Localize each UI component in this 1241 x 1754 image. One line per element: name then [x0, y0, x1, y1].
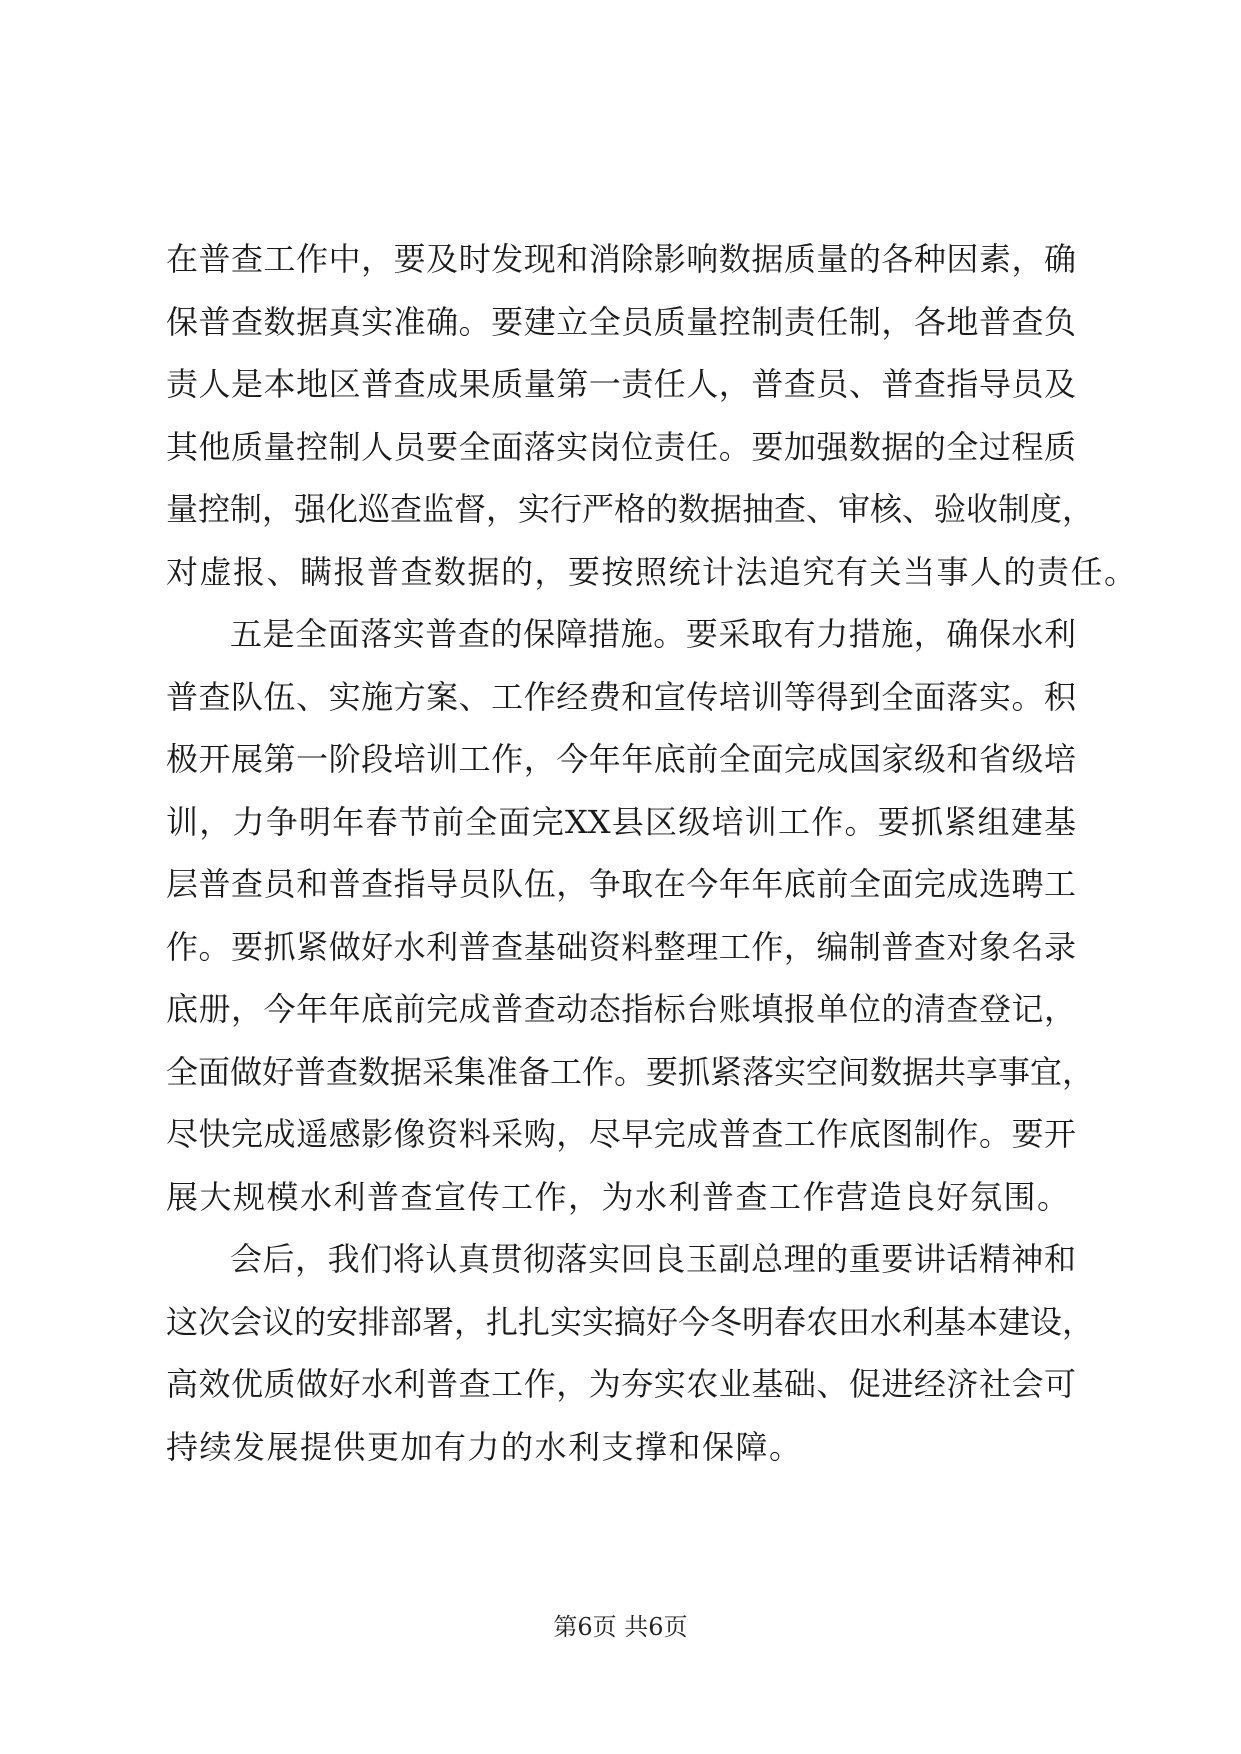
text-line: 高效优质做好水利普查工作，为夯实农业基础、促进经济社会可	[166, 1365, 1076, 1403]
text-line: 底册，今年年底前完成普查动态指标台账填报单位的清查登记，	[166, 990, 1076, 1028]
text-line: 对虚报、瞒报普查数据的，要按照统计法追究有关当事人的责任。	[166, 552, 1138, 591]
text-line: 训，力争明年春节前全面完XX县区级培训工作。要抓紧组建基	[166, 802, 1076, 841]
paragraph-first-line: 五是全面落实普查的保障措施。要采取有力措施，确保水利	[230, 615, 1076, 653]
text-line: 全面做好普查数据采集准备工作。要抓紧落实空间数据共享事宜，	[166, 1052, 1095, 1091]
text-line: 这次会议的安排部署，扎扎实实搞好今冬明春农田水利基本建设，	[166, 1302, 1095, 1341]
paragraph-first-line: 会后，我们将认真贯彻落实回良玉副总理的重要讲话精神和	[230, 1240, 1076, 1278]
text-line: 持续发展提供更加有力的水利支撑和保障。	[166, 1427, 803, 1466]
text-line: 作。要抓紧做好水利普查基础资料整理工作，编制普查对象名录	[166, 927, 1076, 966]
page-number-label: 第6页 共6页	[553, 1613, 688, 1641]
body-text	[166, 228, 1138, 1478]
text-line: 尽快完成遥感影像资料采购，尽早完成普查工作底图制作。要开	[166, 1115, 1076, 1153]
text-line: 责人是本地区普查成果质量第一责任人，普查员、普查指导员及	[166, 365, 1076, 403]
text-line: 量控制，强化巡查监督，实行严格的数据抽查、审核、验收制度，	[166, 490, 1095, 528]
text-line: 层普查员和普查指导员队伍，争取在今年年底前全面完成选聘工	[166, 865, 1076, 903]
text-line: 其他质量控制人员要全面落实岗位责任。要加强数据的全过程质	[166, 427, 1076, 466]
page-footer	[0, 1612, 1241, 1642]
text-line: 在普查工作中，要及时发现和消除影响数据质量的各种因素，确	[166, 240, 1076, 278]
text-line: 普查队伍、实施方案、工作经费和宣传培训等得到全面落实。积	[166, 677, 1076, 716]
text-line: 保普查数据真实准确。要建立全员质量控制责任制，各地普查负	[166, 302, 1076, 341]
text-line: 展大规模水利普查宣传工作，为水利普查工作营造良好氛围。	[166, 1177, 1071, 1216]
text-line: 极开展第一阶段培训工作，今年年底前全面完成国家级和省级培	[166, 740, 1076, 778]
